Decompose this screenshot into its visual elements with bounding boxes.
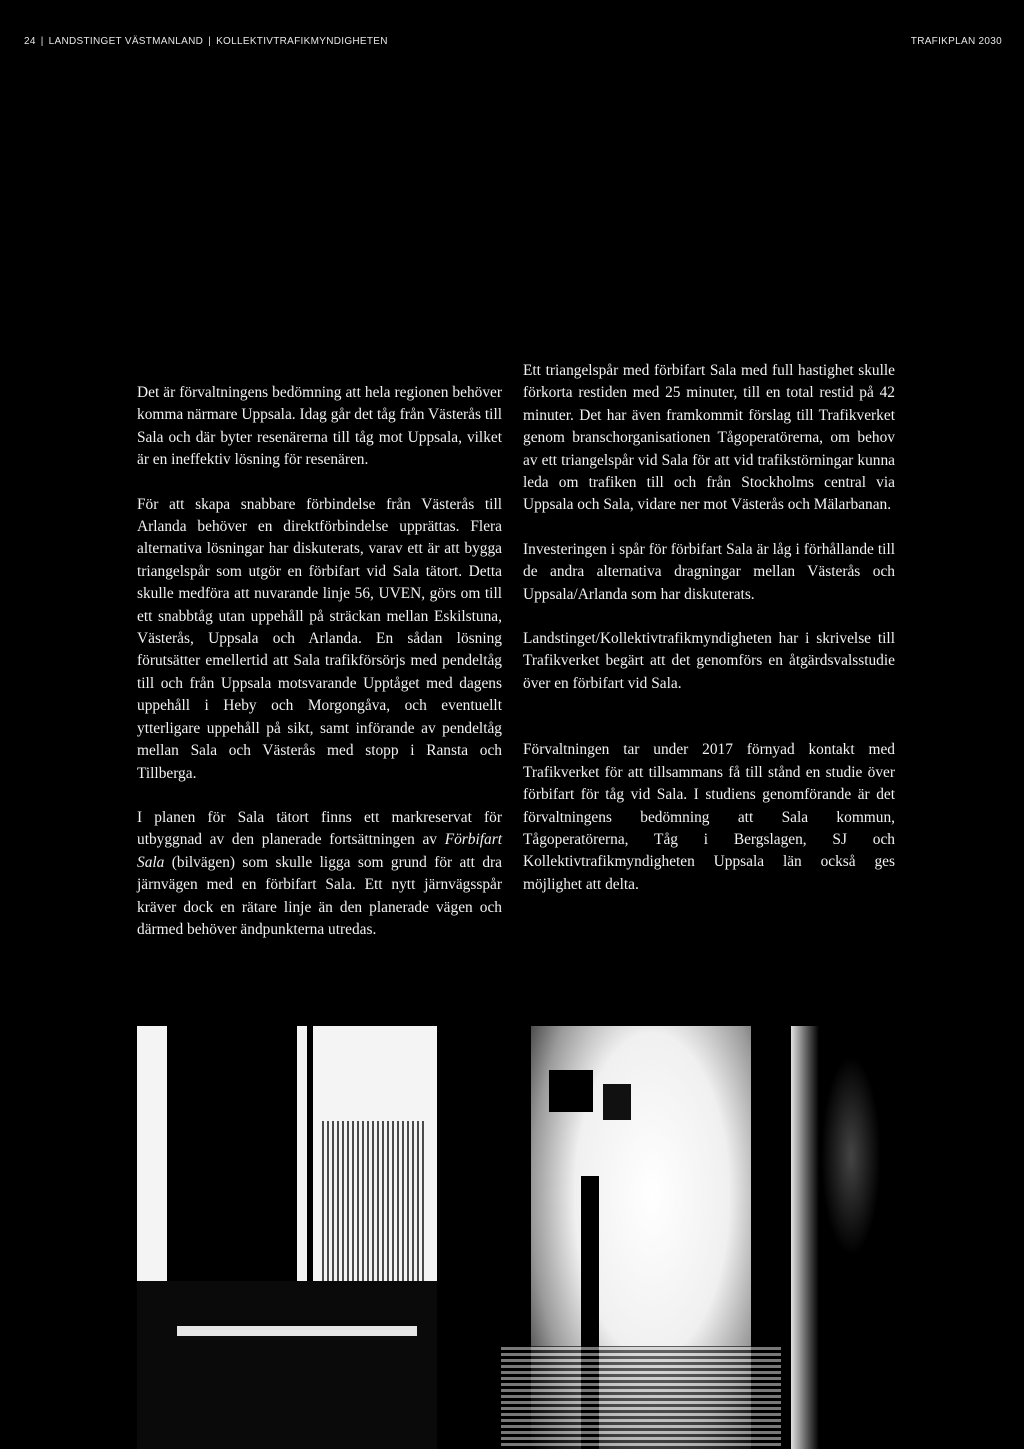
left-paragraph-3 <box>137 807 502 941</box>
photo-panel-center <box>461 1026 791 1449</box>
right-paragraph-2: Investeringen i spår för förbifart Sala är låg i förhållande till de andra alternativa dragningar mellan Västerås och Uppsala/Arlanda som har diskuterats. <box>523 540 895 603</box>
right-paragraph-3: Landstinget/Kollektivtrafikmyndigheten har i skrivelse till Trafikverket begärt att det genomförs en åtgärdsvalsstudie över en förbifart vid Sala. <box>523 630 895 692</box>
header-left: 24 | LANDSTINGET VÄSTMANLAND | KOLLEKTIVTRAFIKMYNDIGHETEN <box>24 36 388 47</box>
station-photo <box>137 1026 889 1449</box>
page-number: 24 <box>24 36 36 47</box>
faded-subheading <box>523 776 773 790</box>
right-paragraph-4: Förvaltningen tar under 2017 förnyad kontakt med Trafikverket för att tillsammans få till stånd en studie över förbifart för tåg vid Sala. I studiens genomförande är det förvaltningens bedömning att Sala kommun, Tågoperatörerna, Tåg i Bergslagen, SJ och Kollektivtrafikmyndigheten Uppsala län också ges möjlighet att delta. <box>523 741 895 893</box>
right-column <box>523 360 895 918</box>
faded-section-heading <box>137 360 502 382</box>
header-doc-title: TRAFIKPLAN 2030 <box>910 36 1002 47</box>
page-header <box>24 36 1002 52</box>
photo-panel-right <box>791 1026 889 1449</box>
header-org: LANDSTINGET VÄSTMANLAND <box>48 36 204 47</box>
left-column <box>137 360 502 963</box>
right-paragraph-1: Ett triangelspår med förbifart Sala med full hastighet skulle förkorta restiden med 25 minuter, till en total restid på 42 minuter. Det har även framkommit förslag till Trafikverket genom branschorganisationen Tågoperatörerna, om behov av ett triangelspår vid Sala för att vid trafikstörningar kunna leda om trafiken till och från Stockholms central via Uppsala och Sala, vidare ner mot Västerås och Mälarbanan. <box>523 362 895 514</box>
photo-divider <box>437 1026 461 1449</box>
left-paragraph-2: För att skapa snabbare förbindelse från Västerås till Arlanda behöver en direktförbindelse upprättas. Flera alternativa lösningar har diskuterats, varav ett är att bygga triangelspår som utgör en förbifart vid Sala tätort. Detta skulle medföra att nuvarande linje 56, UVEN, görs om till ett snabbtåg utan uppehåll på sträckan mellan Eskilstuna, Västerås, Uppsala och Arlanda. En sådan lösning förutsätter emellertid att Sala trafikförsörjs med pendeltåg till och från Uppsala motsvarande Upptåget med dagens uppehåll i Heby och Morgongåva, och eventuellt ytterligare uppehåll på sikt, samt införande av pendeltåg mellan Sala och Västerås med stopp i Ransta och Tillberga. <box>137 495 502 782</box>
header-authority: KOLLEKTIVTRAFIKMYNDIGHETEN <box>216 36 388 47</box>
photo-panel-left <box>137 1026 437 1449</box>
left-paragraph-3-start: I planen för Sala tätort finns ett markreservat för utbyggnad av den planerade fortsättningen av <box>137 808 502 849</box>
left-paragraph-3-end: (bilvägen) som skulle ligga som grund för att dra järnvägen med en förbifart Sala. Ett nytt järnvägsspår kräver dock en rätare linje än den planerade vägen och därmed behöver ändpunkterna utredas. <box>137 853 502 938</box>
left-paragraph-1: Det är förvaltningens bedömning att hela regionen behöver komma närmare Uppsala. Idag går det tåg från Västerås till Sala och där byter resenärerna till tåg mot Uppsala, vilket är en ineffektiv lösning för resenären. <box>137 384 502 469</box>
left-paragraph-3-italic: Förbifart Sala <box>137 831 502 871</box>
